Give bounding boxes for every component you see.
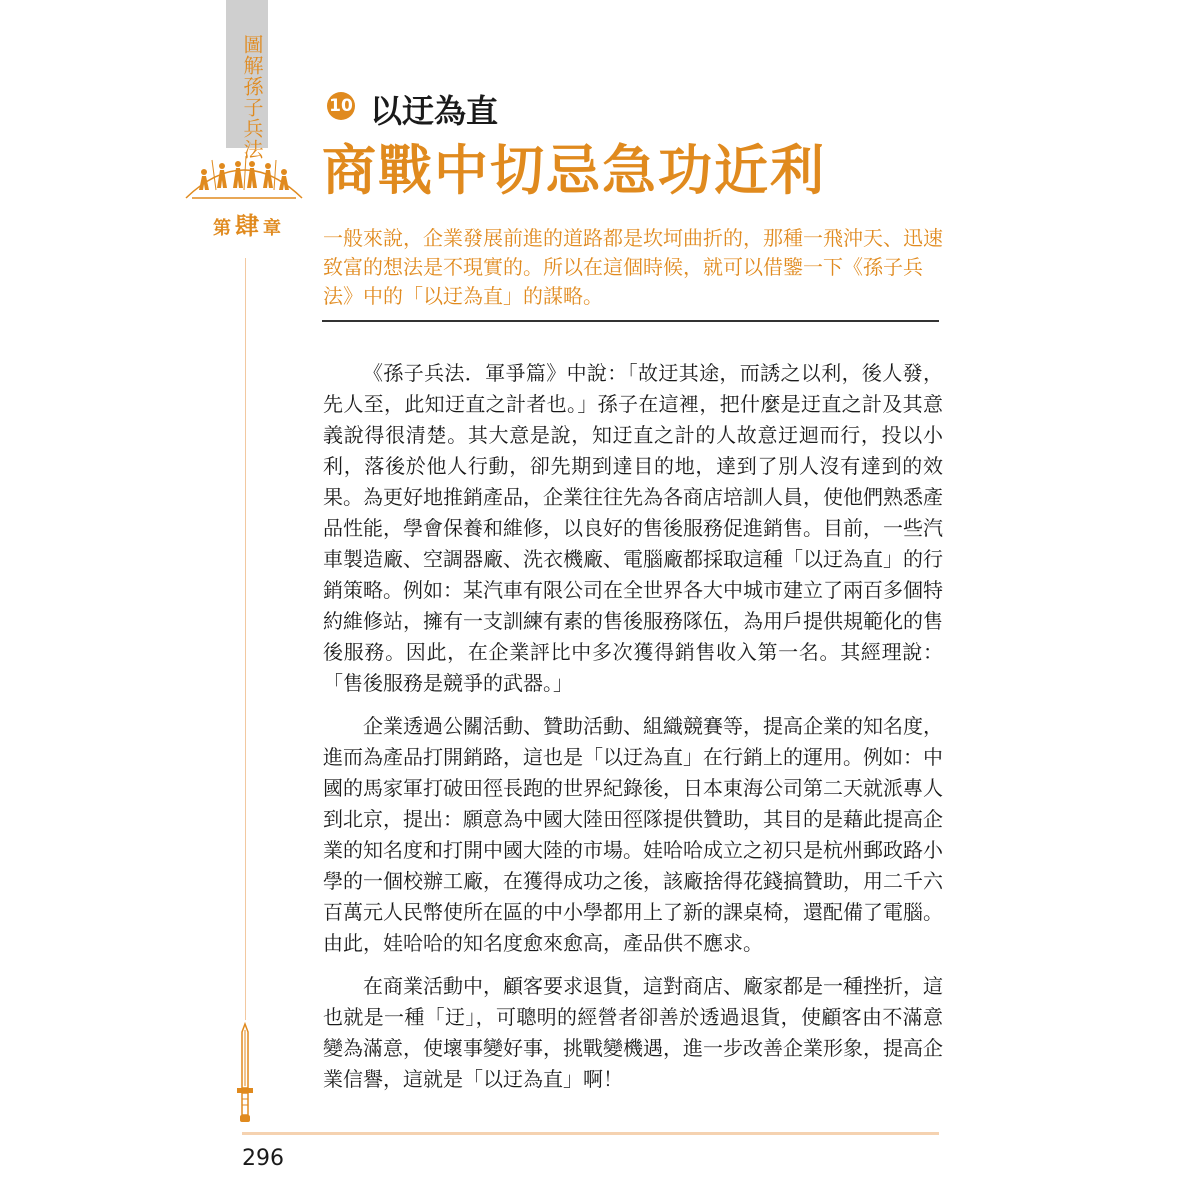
warriors-illustration [182,150,306,202]
sidebar-divider [245,258,246,1020]
body-paragraph: 企業透過公關活動、贊助活動、組織競賽等，提高企業的知名度，進而為產品打開銷路，這也是「以迂為直」在行銷上的運用。例如：中國的馬家軍打破田徑長跑的世界紀錄後，日本東海公司第二天就派專人到北京，提出：願意為中國大陸田徑隊提供贊助，其目的是藉此提高企業的知名度和打開中國大陸的市場。娃哈哈成立之初只是杭州郵政路小學的一個校辦工廠，在獲得成功之後，該廠捨得花錢搞贊助，用二千六百萬元人民幣使所在區的中小學都用上了新的課桌椅，還配備了電腦。由此，娃哈哈的知名度愈來愈高，產品供不應求。 [323,714,943,955]
body-paragraph: 《孫子兵法．軍爭篇》中說：「故迂其途，而誘之以利，後人發，先人至，此知迂直之計者也。」孫子在這裡，把什麼是迂直之計及其意義說得很清楚。其大意是說，知迂直之計的人故意迂迴而行，投以小利，落後於他人行動，卻先期到達目的地，達到了別人沒有達到的效果。為更好地推銷產品，企業往往先為各商店培訓人員，使他們熟悉產品性能，學會保養和維修，以良好的售後服務促進銷售。目前，一些汽車製造廠、空調器廠、洗衣機廠、電腦廠都採取這種「以迂為直」的行銷策略。例如：某汽車有限公司在全世界各大中城市建立了兩百多個特約維修站，擁有一支訓練有素的售後服務隊伍，為用戶提供規範化的售後服務。因此，在企業評比中多次獲得銷售收入第一名。其經理說：「售後服務是競爭的武器。」 [323,361,943,695]
chapter-label [213,206,285,241]
chapter-prefix: 第 [213,218,235,239]
section-title: 以迂為直 [370,92,499,130]
body-text [323,358,943,1107]
body-paragraph: 在商業活動中，顧客要求退貨，這對商店、廠家都是一種挫折，這也就是一種「迂」，可聰明的經營者卻善於透過退貨，使顧客由不滿意變為滿意，使壞事變好事，挑戰變機遇，進一步改善企業形象，提高企業信譽，這就是「以迂為直」啊！ [323,974,943,1091]
series-title: 圖解孫子兵法 [240,34,264,160]
page-title: 商戰中切忌急功近利 [322,139,826,202]
page-number: 296 [242,1146,284,1171]
intro-paragraph: 一般來說，企業發展前進的道路都是坎坷曲折的，那種一飛沖天、迅速致富的想法是不現實的。所以在這個時候，就可以借鑒一下《孫子兵法》中的「以迂為直」的謀略。 [323,226,943,308]
intro-divider [322,320,939,322]
chapter-suffix: 章 [263,218,285,239]
chapter-number: 肆 [235,212,263,240]
section-number-badge: 10 [327,92,355,120]
footer-divider [242,1132,939,1135]
sword-icon [234,1022,256,1124]
